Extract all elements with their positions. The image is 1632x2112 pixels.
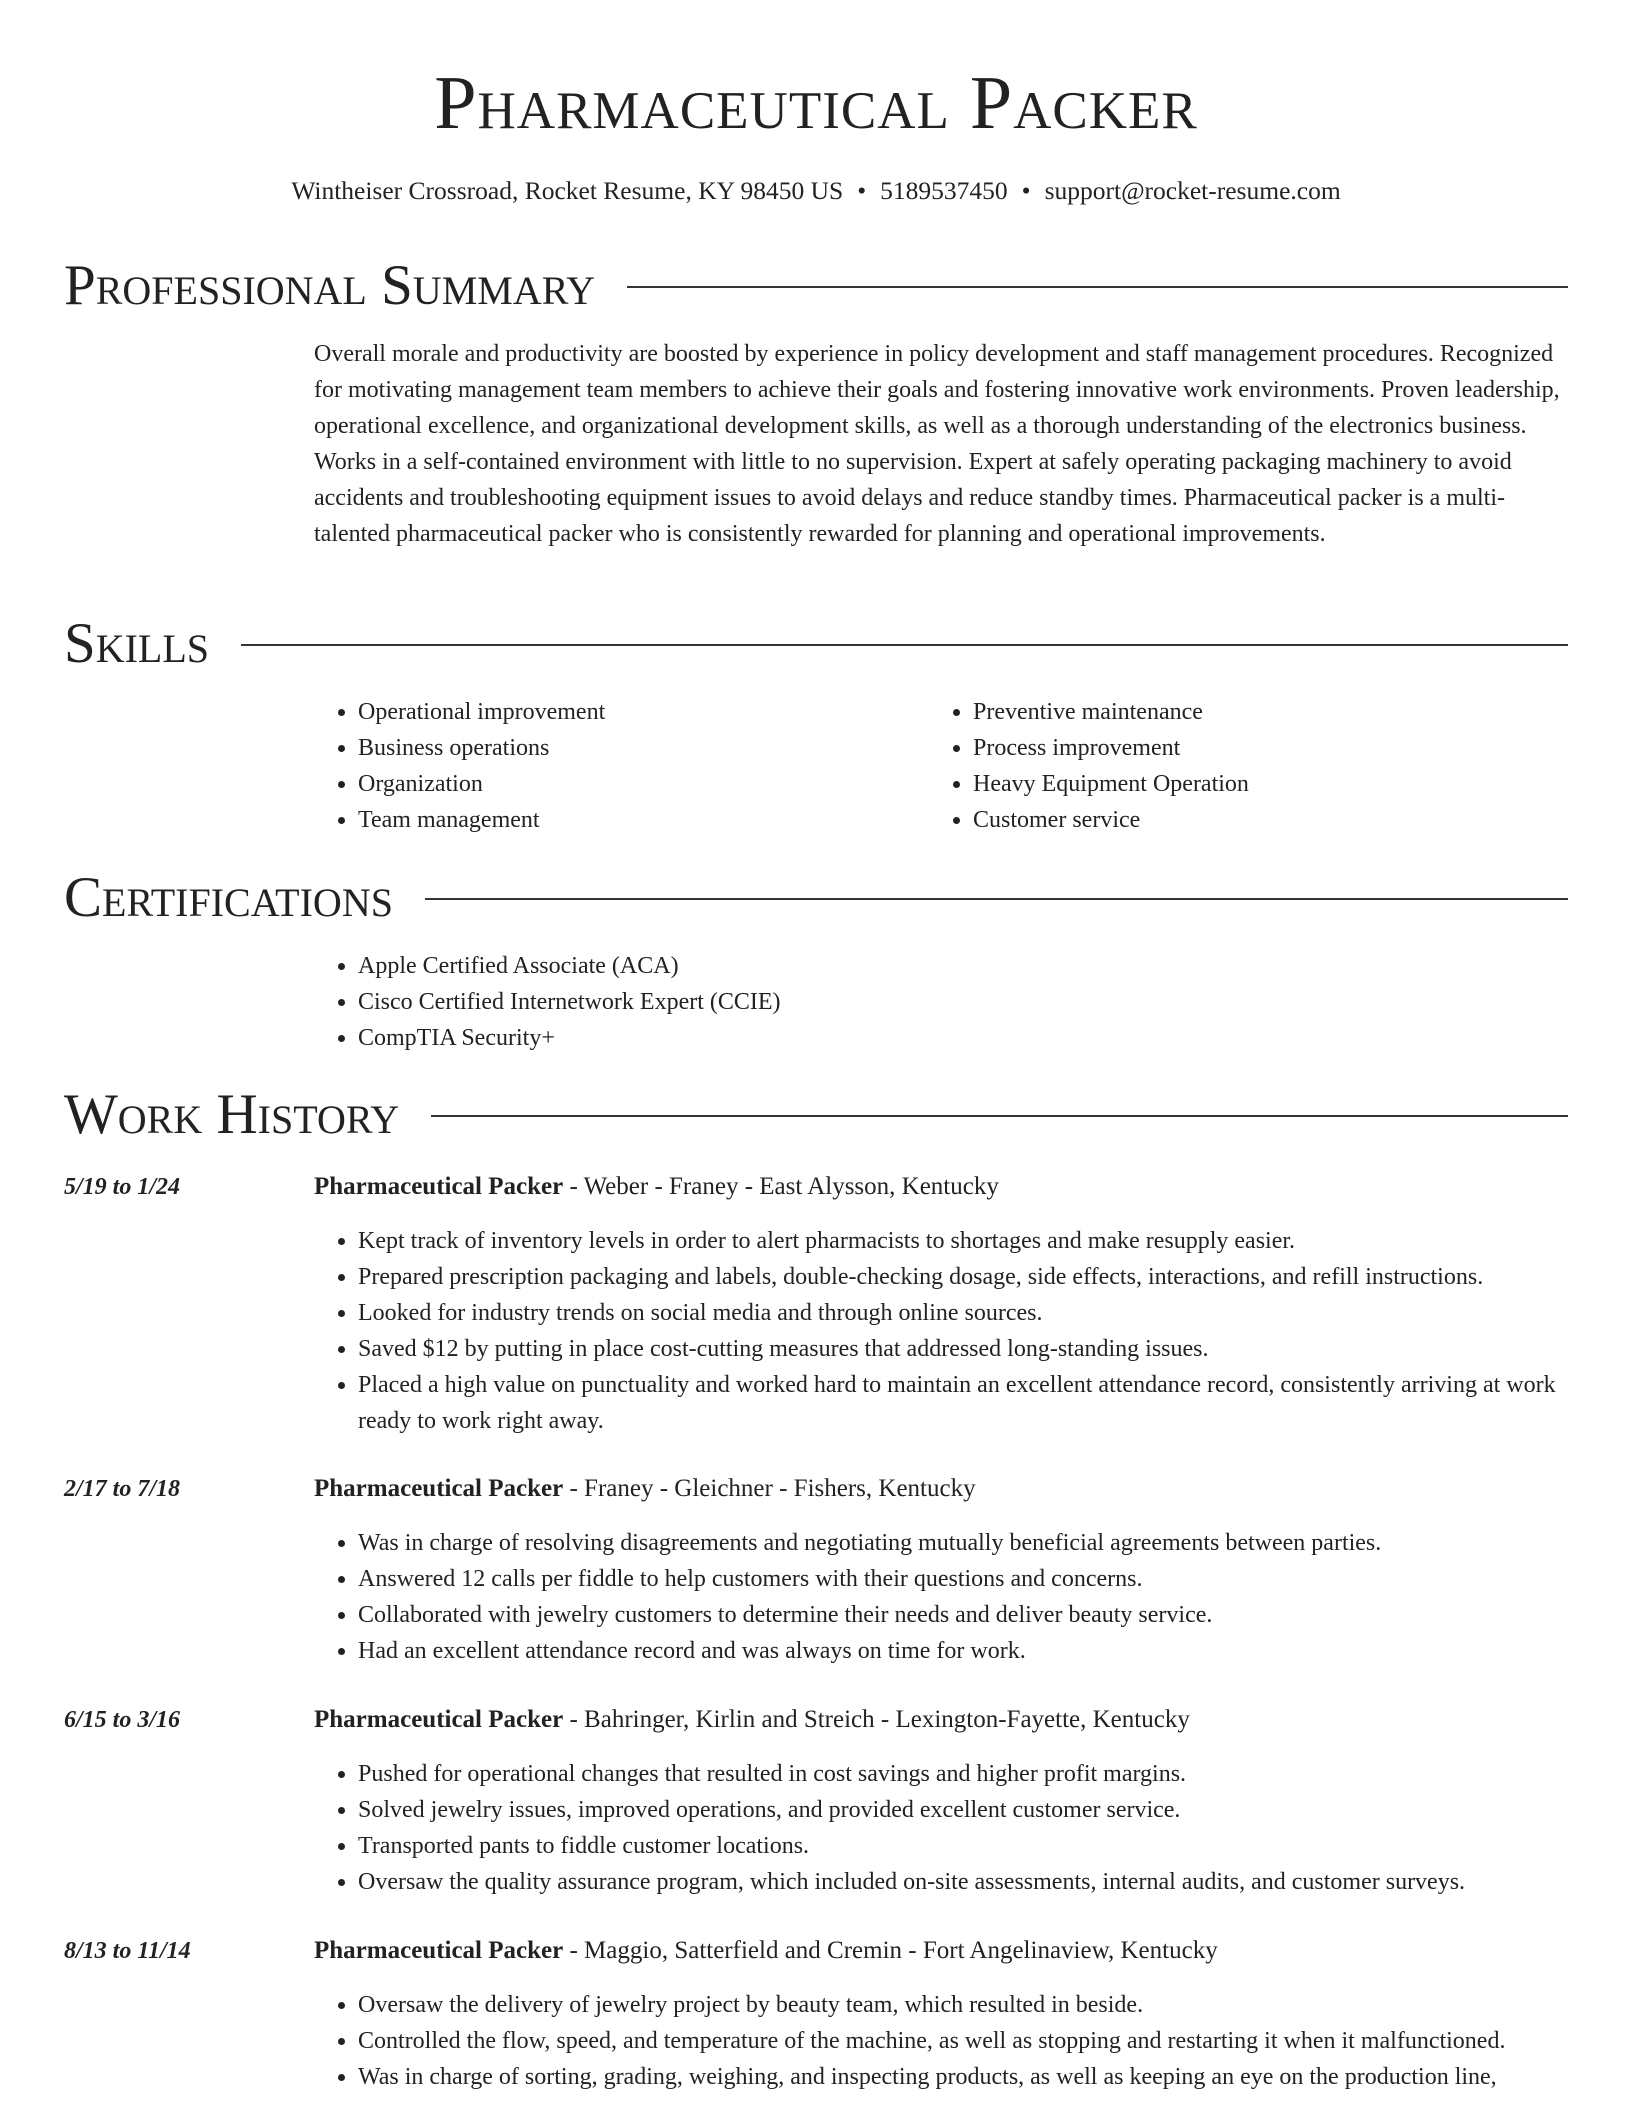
- job-title-line: [314, 1933, 1218, 1969]
- job-duties: [314, 1223, 1570, 1439]
- contact-separator: •: [1021, 176, 1031, 205]
- job-duty: • Oversaw the delivery of jewelry project by beauty team, which resulted in beside.: [358, 1987, 1570, 2023]
- certification-item: • CompTIA Security+: [358, 1020, 1570, 1056]
- job-duty: • Answered 12 calls per fiddle to help customers with their questions and concerns.: [358, 1561, 1570, 1597]
- job-duty: • Prepared prescription packaging and labels, double-checking dosage, side effects, interactions, and refill instructions.: [358, 1259, 1570, 1295]
- skill-item: • Preventive maintenance: [973, 694, 1489, 730]
- skill-item: • Organization: [358, 766, 874, 802]
- job-employer: - Franey - Gleichner - Fishers, Kentucky: [563, 1475, 976, 1502]
- section-divider: [431, 1115, 1568, 1117]
- job-role: Pharmaceutical Packer: [314, 1706, 564, 1733]
- contact-phone: 5189537450: [880, 176, 1008, 205]
- certifications-list: [314, 948, 1570, 1056]
- skill-item: • Team management: [358, 802, 874, 838]
- contact-separator: •: [857, 176, 867, 205]
- skill-item: • Process improvement: [973, 730, 1489, 766]
- skill-item: • Customer service: [973, 802, 1489, 838]
- job-duty: • Had an excellent attendance record and was always on time for work.: [358, 1633, 1570, 1669]
- job-duty: • Pushed for operational changes that resulted in cost savings and higher profit margins.: [358, 1756, 1570, 1792]
- skills-right-column: [929, 694, 1489, 838]
- job-role: Pharmaceutical Packer: [314, 1937, 564, 1964]
- summary-section-header: [64, 254, 1568, 318]
- work-history-heading: Work History: [64, 1083, 400, 1146]
- certification-item: • Cisco Certified Internetwork Expert (CCIE): [358, 984, 1570, 1020]
- job-duty: • Kept track of inventory levels in order to alert pharmacists to shortages and make resupply easier.: [358, 1223, 1570, 1259]
- certification-item: • Apple Certified Associate (ACA): [358, 948, 1570, 984]
- job-duty: • Solved jewelry issues, improved operations, and provided excellent customer service.: [358, 1792, 1570, 1828]
- section-divider: [627, 286, 1568, 288]
- section-divider: [425, 898, 1568, 900]
- job-duty: • Was in charge of resolving disagreements and negotiating mutually beneficial agreements between parties.: [358, 1525, 1570, 1561]
- skills-section-header: [64, 612, 1568, 676]
- job-duty: • Oversaw the quality assurance program, which included on-site assessments, internal audits, and customer surveys.: [358, 1864, 1570, 1900]
- contact-line: [0, 174, 1632, 208]
- job-duty: • Placed a high value on punctuality and worked hard to maintain an excellent attendance record, consistently arriving at work ready to work right away.: [358, 1367, 1570, 1439]
- skills-heading: Skills: [64, 612, 210, 675]
- job-role: Pharmaceutical Packer: [314, 1173, 564, 1200]
- section-divider: [241, 644, 1568, 646]
- job-dates: 6/15 to 3/16: [64, 1707, 181, 1733]
- skill-item: • Operational improvement: [358, 694, 874, 730]
- job-role: Pharmaceutical Packer: [314, 1475, 564, 1502]
- job-employer: - Bahringer, Kirlin and Streich - Lexington-Fayette, Kentucky: [563, 1706, 1190, 1733]
- job-duty: • Was in charge of sorting, grading, weighing, and inspecting products, as well as keeping an eye on the production line,: [358, 2059, 1570, 2095]
- job-dates: 5/19 to 1/24: [64, 1174, 181, 1200]
- job-employer: - Weber - Franey - East Alysson, Kentucky: [563, 1173, 999, 1200]
- job-duty: • Looked for industry trends on social media and through online sources.: [358, 1295, 1570, 1331]
- job-duty: • Collaborated with jewelry customers to determine their needs and deliver beauty service.: [358, 1597, 1570, 1633]
- summary-text: Overall morale and productivity are boosted by experience in policy development and staff management procedures. Recognized for motivating management team members to achieve their goals and fostering innovative work environments. Proven leadership, operational excellence, and organizational development skills, as well as a thorough understanding of the electronics business. Works in a self-contained environment with little to no supervision. Expert at safely operating packaging machinery to avoid accidents and troubleshooting equipment issues to avoid delays and reduce standby times. Pharmaceutical packer is a multi-talented pharmaceutical packer who is consistently rewarded for planning and operational improvements.: [314, 341, 1560, 547]
- job-dates: 8/13 to 11/14: [64, 1938, 191, 1964]
- skill-item: • Business operations: [358, 730, 874, 766]
- job-duty: • Controlled the flow, speed, and temperature of the machine, as well as stopping and restarting it when it malfunctioned.: [358, 2023, 1570, 2059]
- job-title-line: [314, 1471, 976, 1507]
- contact-address: Wintheiser Crossroad, Rocket Resume, KY 98450 US: [291, 176, 844, 205]
- work-history-section-header: [64, 1083, 1568, 1147]
- job-duties: [314, 1525, 1570, 1669]
- summary-heading: Professional Summary: [64, 254, 596, 317]
- certifications-section-header: [64, 866, 1568, 930]
- job-duty: • Transported pants to fiddle customer locations.: [358, 1828, 1570, 1864]
- job-employer: - Maggio, Satterfield and Cremin - Fort Angelinaview, Kentucky: [563, 1937, 1218, 1964]
- job-duties: [314, 1987, 1570, 2095]
- certifications-heading: Certifications: [64, 866, 393, 929]
- job-title-line: [314, 1169, 999, 1205]
- candidate-name: Pharmaceutical Packer: [434, 61, 1198, 145]
- job-duty: • Saved $12 by putting in place cost-cutting measures that addressed long-standing issues.: [358, 1331, 1570, 1367]
- job-title-line: [314, 1702, 1190, 1738]
- job-dates: 2/17 to 7/18: [64, 1476, 181, 1502]
- contact-email: support@rocket-resume.com: [1044, 176, 1341, 205]
- skills-left-column: [314, 694, 874, 838]
- job-duties: [314, 1756, 1570, 1900]
- skill-item: • Heavy Equipment Operation: [973, 766, 1489, 802]
